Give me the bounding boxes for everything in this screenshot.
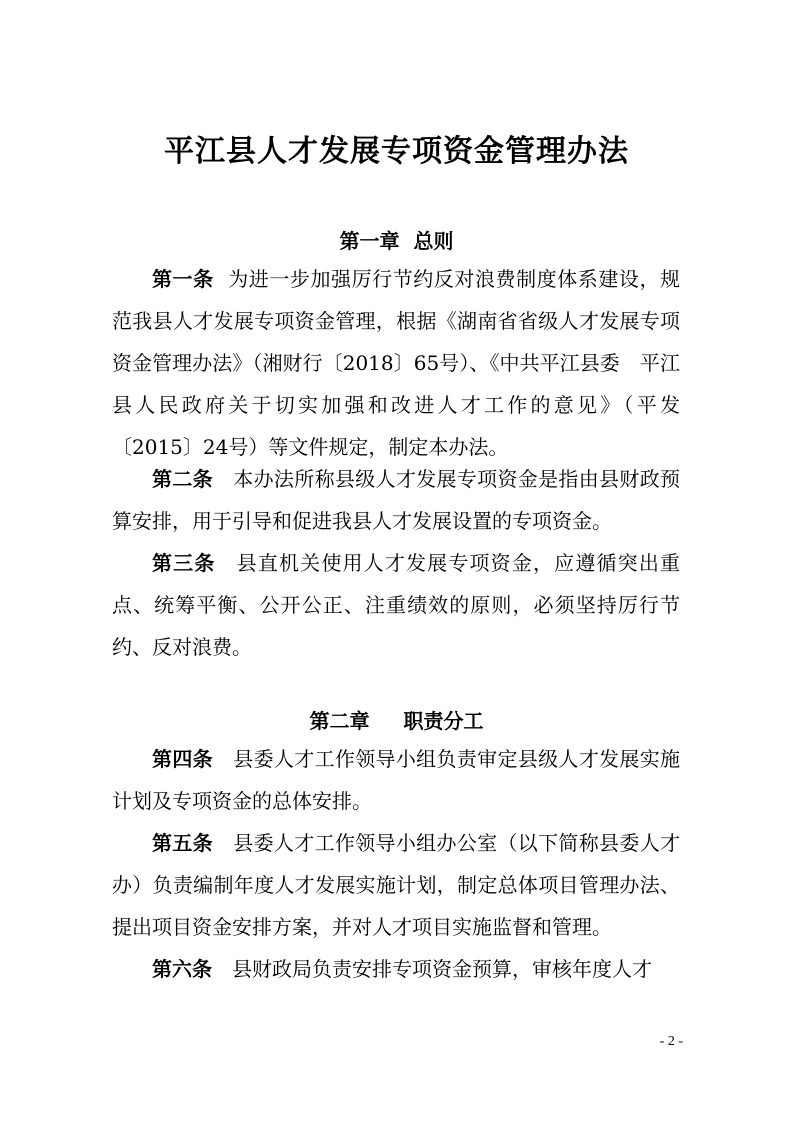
- article-text: 县委人才工作领导小组负责审定县级人才发展实施计划及专项资金的总体安排。: [112, 747, 681, 813]
- chapter-name: 总则: [413, 229, 454, 253]
- article-text: 县财政局负责安排专项资金预算，审核年度人才: [232, 957, 652, 981]
- article-text: 本办法所称县级人才发展专项资金是指由县财政预算安排，用于引导和促进我县人才发展设置的专项资金。: [112, 467, 681, 533]
- article-label: 第五条: [152, 831, 213, 855]
- article-label: 第三条: [152, 551, 216, 575]
- article-label: 第二条: [152, 467, 213, 491]
- article-text: 为进一步加强厉行节约反对浪费制度体系建设，规范我县人才发展专项资金管理，根据《湖南省省级人才发展专项资金管理办法》（湘财行〔2018〕65号）、《中共平江县委 平江县人民政府关于切实加强和改进人才工作的意见》（平发〔2015〕24号）等文件规定，制定本办法。: [112, 267, 681, 459]
- chapter-heading-1: [0, 225, 793, 257]
- chapter-name: 职责分工: [403, 709, 484, 733]
- article-2: [112, 458, 680, 542]
- article-label: 第一条: [152, 267, 214, 291]
- chapter-number: 第一章: [339, 229, 400, 253]
- document-title: 平江县人才发展专项资金管理办法: [164, 134, 629, 169]
- article-5: [112, 822, 680, 948]
- chapter-number: 第二章: [309, 709, 370, 733]
- article-label: 第六条: [152, 957, 212, 981]
- article-label: 第四条: [152, 747, 213, 771]
- article-text: 县直机关使用人才发展专项资金，应遵循突出重点、统筹平衡、公开公正、注重绩效的原则，必须坚持厉行节约、反对浪费。: [112, 551, 680, 659]
- article-3: [112, 542, 680, 668]
- article-4: [112, 738, 680, 822]
- chapter-heading-2: [0, 705, 793, 737]
- article-1: [112, 258, 680, 468]
- page-number: - 2 -: [659, 1034, 683, 1049]
- article-6: [112, 948, 680, 990]
- article-text: 县委人才工作领导小组办公室（以下简称县委人才办）负责编制年度人才发展实施计划，制定总体项目管理办法、提出项目资金安排方案，并对人才项目实施监督和管理。: [112, 831, 681, 939]
